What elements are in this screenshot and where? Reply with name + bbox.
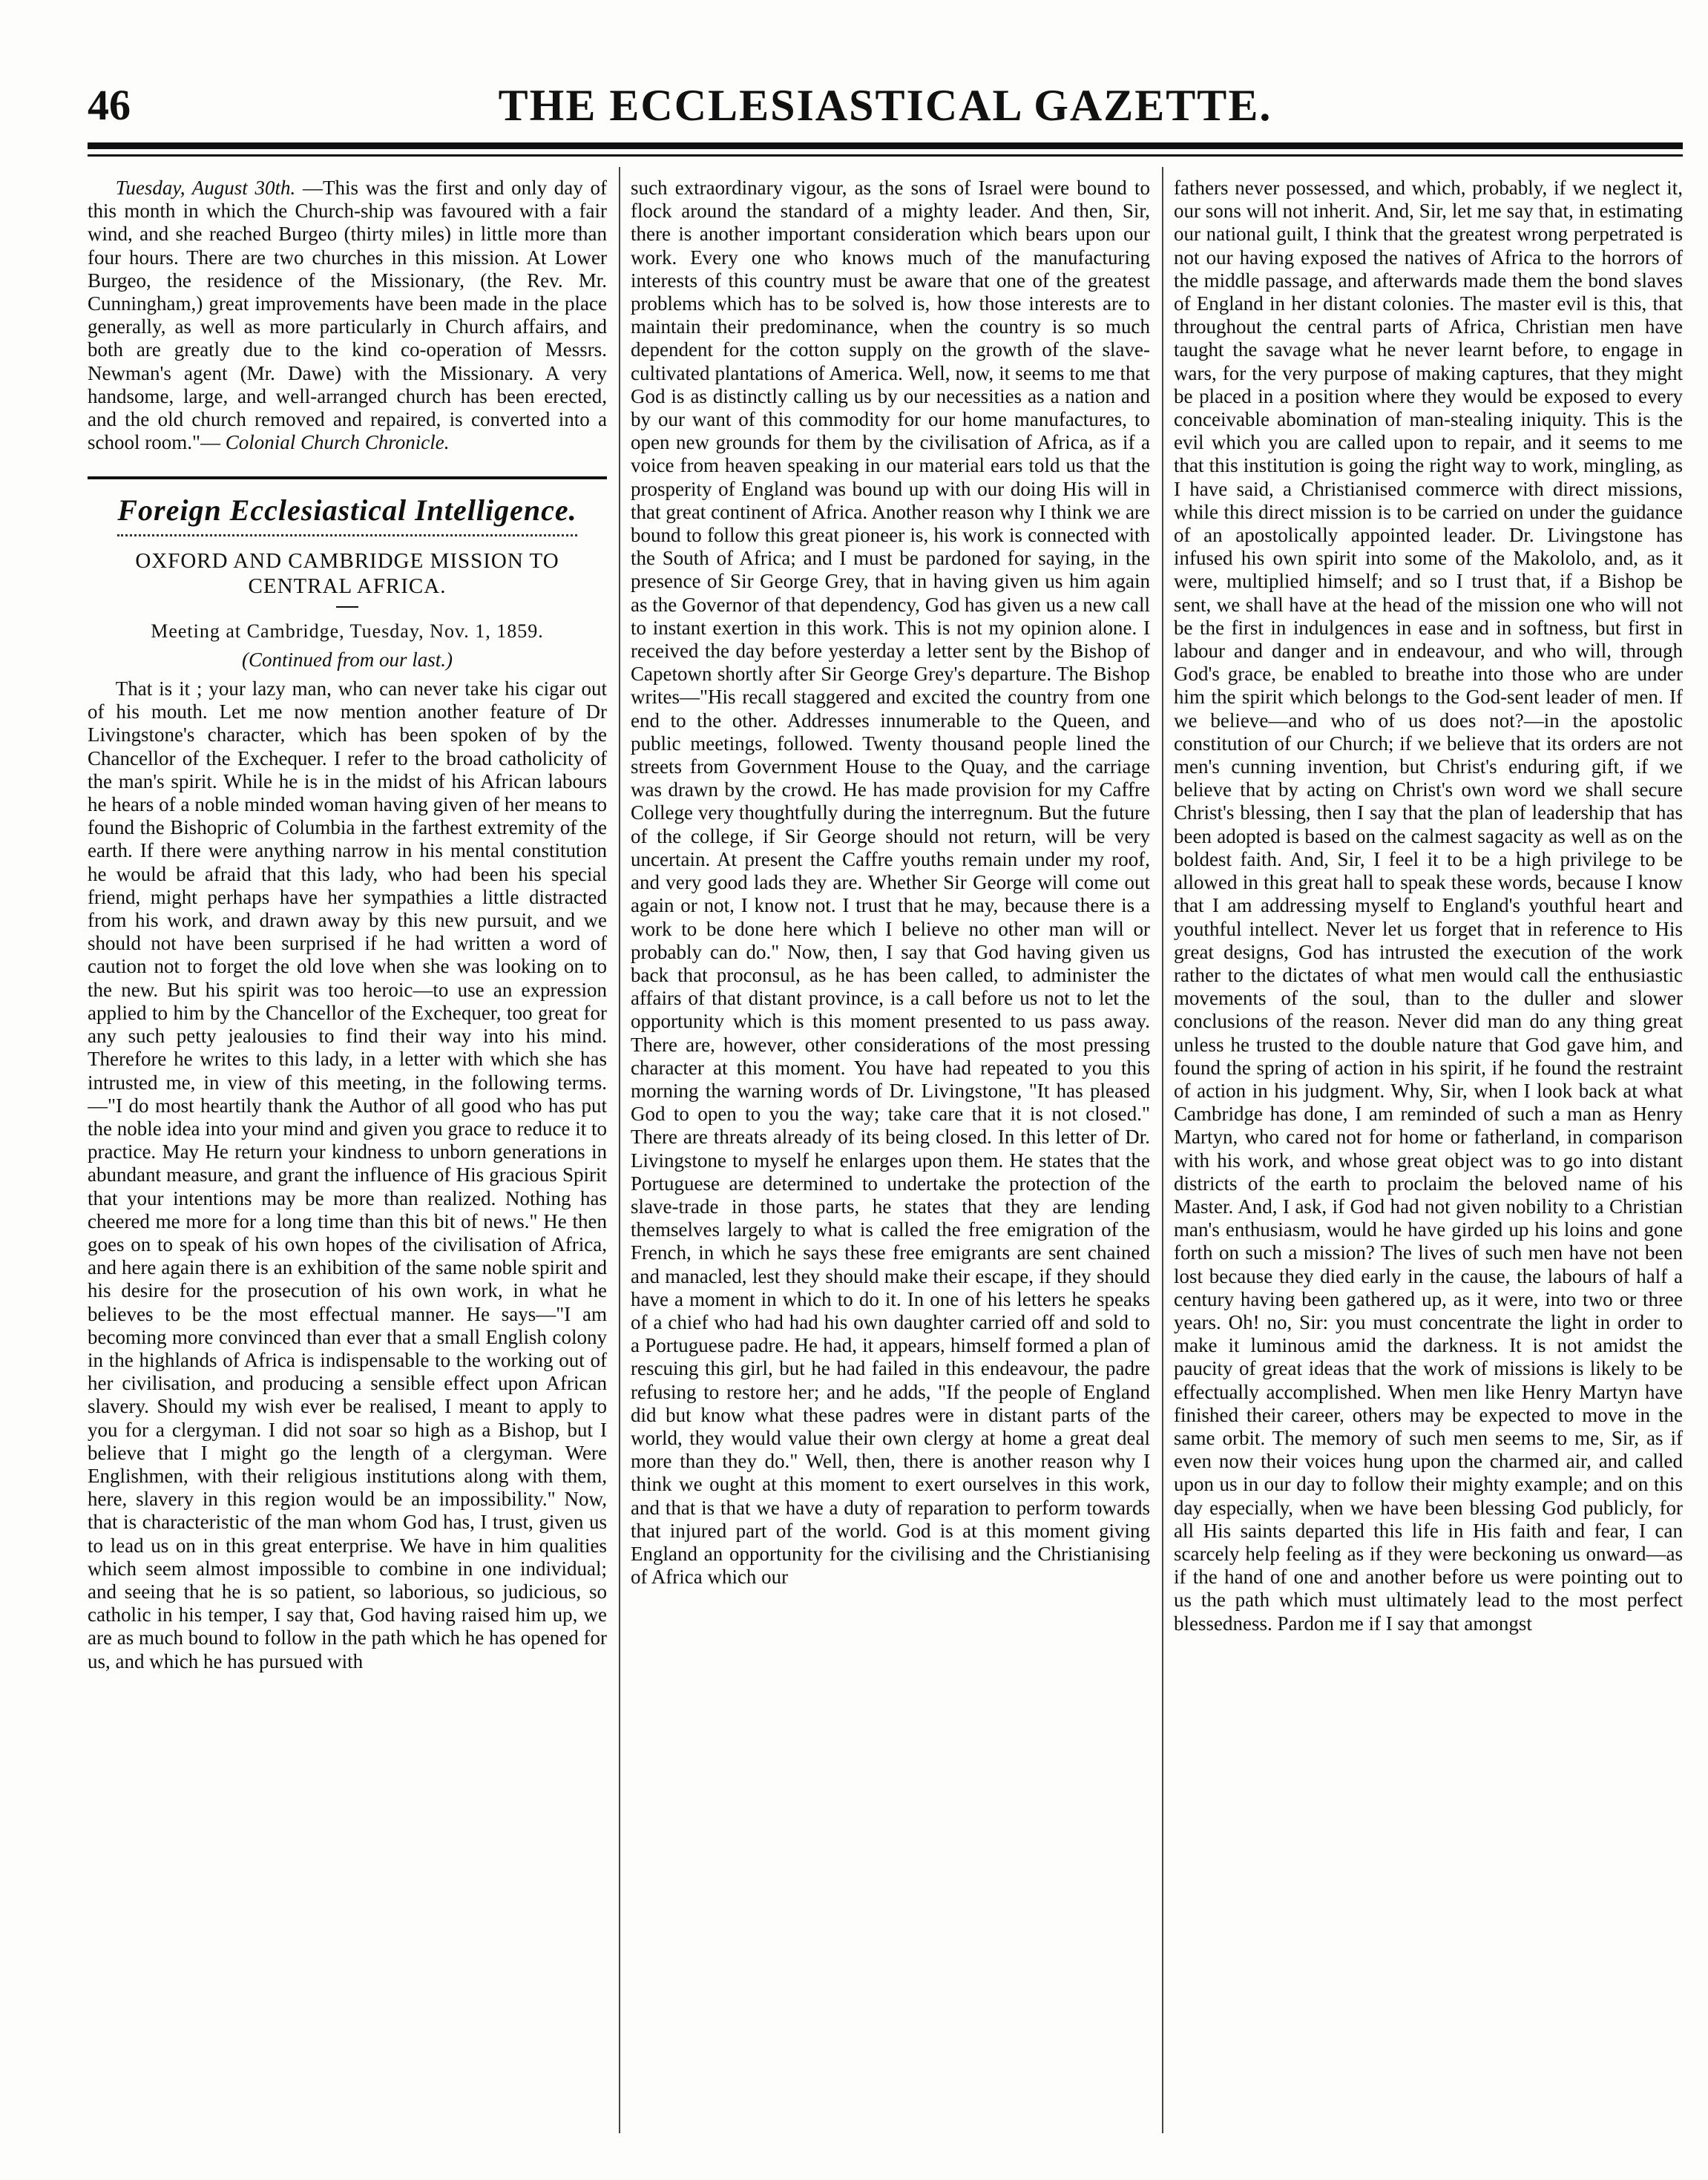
header-rule-thin: [88, 154, 1683, 157]
continued-note: (Continued from our last.): [241, 648, 453, 671]
column-1: [88, 177, 607, 2128]
column-3: [1174, 177, 1683, 2128]
section-divider-rule: [88, 476, 607, 479]
header-rule-thick: [88, 142, 1683, 149]
article-paragraph: fathers never possessed, and which, probably, if we neglect it, our sons will not inherit. And, Sir, let me say that, in estimating our national guilt, I think that the greatest wrong perpetrated is not our having exposed the natives of Africa to the horrors of the middle passage, and afterwards made them the bond slaves of England in her distant colonies. The master evil is this, that throughout the central parts of Africa, Christian men have taught the savage what he never learnt before, to engage in wars, for the very purpose of making captures, that they might be placed in a position where they would be exposed to every conceivable abomination of man-stealing iniquity. This is the evil which you are called upon to repair, and it seems to me that this institution is going the right way to work, mingling, as I have said, a Christianised commerce with direct missions, while this direct mission is to be carried on under the guidance of an apostolically appointed leader. Dr. Livingstone has infused his own spirit into some of the Makololo, and, as it were, multiplied himself; and so I trust that, if a Bishop be sent, we shall have at the head of the mission one who will not be the first in indulgences in ease and in softness, but first in labour and danger and in endeavour, and who will, through God's grace, be enabled to breathe into those who are under him the spirit which belongs to the God-sent leader of men. If we believe—and who of us does not?—in the apostolic constitution of our Church; if we believe that its orders are not men's cunning invention, but Christ's enduring gift, if we believe that by acting on Christ's own word we shall secure Christ's blessing, then I say that the plan of leadership that has been adopted is based on the calmest sagacity as well as on the boldest faith. And, Sir, I feel it to be a high privilege to be allowed in this great hall to speak these words, because I know that I am addressing myself to England's youthful heart and youthful intellect. Never let us forget that in reference to His great designs, God has intrusted the execution of the work rather to the dictates of what men would call the enthusiastic movements of the soul, than to the duller and slower conclusions of the reason. Never did man do any thing great unless he trusted to the double nature that God gave him, and found the spring of action in his spirit, if he found the restraint of action in his judgment. Why, Sir, when I look back at what Cambridge has done, I am reminded of such a man as Henry Martyn, who cared not for home or fatherland, in comparison with his work, and whose great object was to go into distant districts of the earth to proclaim the beloved name of his Master. And, I ask, if God had not given nobility to a Christian man's enthusiasm, would he have girded up his loins and gone forth on such a mission? The lives of such men have not been lost because they died early in the cause, the labours of half a century having been gathered up, as it were, into two or three years. Oh! no, Sir: you must concentrate the light in order to make it luminous amid the darkness. It is not amidst the paucity of great ideas that the work of missions is likely to be effectually accomplished. When men like Henry Martyn have finished their career, others may be expected to move in the same orbit. The memory of such men seems to me, Sir, as if even now their voices hung upon the charmed air, and called upon us in our day to follow their mighty example; and on this day especially, when we have been blessing God publicly, for all His saints departed this life in His faith and fear, I can scarcely help feeling as if they were beckoning us onward—as if the hand of one and another before us were pointing out to us the path which must ultimately lead to the most perfect blessedness. Pardon me if I say that amongst: [1174, 177, 1683, 1635]
article-title: OXFORD AND CAMBRIDGE MISSION TO CENTRAL AFRICA.: [135, 548, 559, 598]
page-number: 46: [88, 81, 131, 129]
page-header: [88, 80, 1683, 132]
column-2: [631, 177, 1150, 2128]
meeting-line: Meeting at Cambridge, Tuesday, Nov. 1, 1859.: [151, 620, 544, 642]
dotted-rule: [117, 534, 577, 536]
entry-date: Tuesday, August 30th.: [115, 177, 296, 199]
article-paragraph: such extraordinary vigour, as the sons of Israel were bound to flock around the standard of a mighty leader. And then, Sir, there is another important consideration which bears upon our work. Every one who knows much of the manufacturing interests of this country must be aware that one of the greatest problems which has to be solved is, how those interests are to maintain their predominance, when the country is so much dependent for the cotton supply on the growth of the slave-cultivated plantations of America. Well, now, it seems to me that God is as distinctly calling us by our necessities as a nation and by our want of this commodity for our home manufactures, to open new grounds for them by the civilisation of Africa, as if a voice from heaven speaking in our material ears told us that the prosperity of England was bound up with our doing His will in that great continent of Africa. Another reason why I think we are bound to follow this great pioneer is, his work is connected with the South of Africa; and I must be pardoned for saying, in the presence of Sir George Grey, that in having given us him again as the Governor of that dependency, God has given us a new call to instant exertion in this work. This is not my opinion alone. I received the day before yesterday a letter sent by the Bishop of Capetown shortly after Sir George Grey's departure. The Bishop writes—"His recall staggered and excited the country from one end to the other. Addresses innumerable to the Queen, and public meetings, followed. Twenty thousand people lined the streets from Government House to the Quay, and the carriage was drawn by the crowd. He has made provision for my Caffre College very thoughtfully during the interregnum. But the future of the college, if Sir George should not return, will be very uncertain. At present the Caffre youths remain under my roof, and very good lads they are. Whether Sir George will come out again or not, I know not. I trust that he may, because there is a work to be done here which I believe no other man will or probably can do." Now, then, I say that God having given us back that proconsul, as he has been called, to administer the affairs of that distant province, is a call before us not to let the opportunity which is this moment presented to us pass away. There are, however, other considerations of the most pressing character at this moment. You have had repeated to you this morning the warning words of Dr. Livingstone, "It has pleased God to open to you the way; take care that it is not closed." There are threats already of its being closed. In this letter of Dr. Livingstone to myself he enlarges upon them. He states that the Portuguese are determined to undertake the protection of the slave-trade in those parts, he states that they are lending themselves largely to what is called the free emigration of the French, in which he says these free emigrants are sent chained and manacled, lest they should make their escape, if they should have a moment in which to do it. In one of his letters he speaks of a chief who had had his own daughter carried off and sold to a Portuguese padre. He had, it appears, himself formed a plan of rescuing this girl, but he had failed in this endeavour, the padre refusing to restore her; and he adds, "If the people of England did but know what these padres were in distant parts of the world, they would value their own clergy at home a great deal more than they do." Well, then, there is another reason why I think we ought at this moment to exert ourselves in this work, and that is that we have a duty of reparation to perform towards that injured part of the world. God is at this moment giving England an opportunity for the civilising and the Christianising of Africa which our: [631, 177, 1150, 1589]
column-divider: [1162, 167, 1163, 2133]
missionary-journal-entry: [88, 177, 607, 454]
section-heading: Foreign Ecclesiastical Intelligence.: [117, 493, 577, 528]
masthead-title: THE ECCLESIASTICAL GAZETTE.: [498, 81, 1272, 130]
entry-source: Colonial Church Chronicle.: [225, 431, 450, 454]
entry-text: —This was the first and only day of this month in which the Church-ship was favoured with a fair wind, and she reached Burgeo (thirty miles) in little more than four hours. There are two churches in this mission. At Lower Burgeo, the residence of the Missionary, (the Rev. Mr. Cunningham,) great improvements have been made in the place generally, as well as more particularly in Church affairs, and both are greatly due to the kind co-operation of Messrs. Newman's agent (Mr. Dawe) with the Missionary. A very handsome, large, and well-arranged church has been erected, and the old church removed and repaired, is converted into a school room."—: [88, 177, 607, 454]
column-divider: [619, 167, 620, 2133]
short-rule: [336, 606, 358, 608]
article-paragraph: That is it ; your lazy man, who can never take his cigar out of his mouth. Let me now mention another feature of Dr Livingstone's character, which has been spoken of by the Chancellor of the Exchequer. I refer to the broad catholicity of the man's spirit. While he is in the midst of his African labours he hears of a noble minded woman having given of her means to found the Bishopric of Columbia in the farthest extremity of the earth. If there were anything narrow in his mental constitution he would be afraid that this lady, who had been his special friend, might perhaps have her sympathies a little distracted from his work, and drawn away by this new pursuit, and we should not have been surprised if he had written a word of caution not to forget the old love when she was looking on to the new. But his spirit was too heroic—to use an expression applied to him by the Chancellor of the Exchequer, too great for any such petty jealousies to find their way into his mind. Therefore he writes to this lady, in a letter with which she has intrusted me, in view of this meeting, in the following terms.—"I do most heartily thank the Author of all good who has put the noble idea into your mind and given you grace to reduce it to practice. May He return your kindness to unborn generations in abundant measure, and grant the influence of His gracious Spirit that your intentions may be more than realized. Nothing has cheered me more for a long time than this bit of news." He then goes on to speak of his own hopes of the civilisation of Africa, and here again there is an exhibition of the same noble spirit and his desire for the prosecution of his own work, in what he believes to be the most effectual manner. He says—"I am becoming more convinced than ever that a small English colony in the highlands of Africa is indispensable to the working out of her civilisation, and producing a sensible effect upon African slavery. Should my wish ever be realised, I meant to apply to you for a clergyman. I did not soar so high as a Bishop, but I believe that I might go the length of a clergyman. Were Englishmen, with their religious institutions along with them, here, slavery in this region would be an impossibility." Now, that is characteristic of the man whom God has, I trust, given us to lead us on in this great enterprise. We have in him qualities which seem almost impossible to combine in one individual; and seeing that he is so patient, so laborious, so judicious, so catholic in his temper, I say that, God having raised him up, we are as much bound to follow in the path which he has opened for us, and which he has pursued with: [88, 677, 607, 1672]
